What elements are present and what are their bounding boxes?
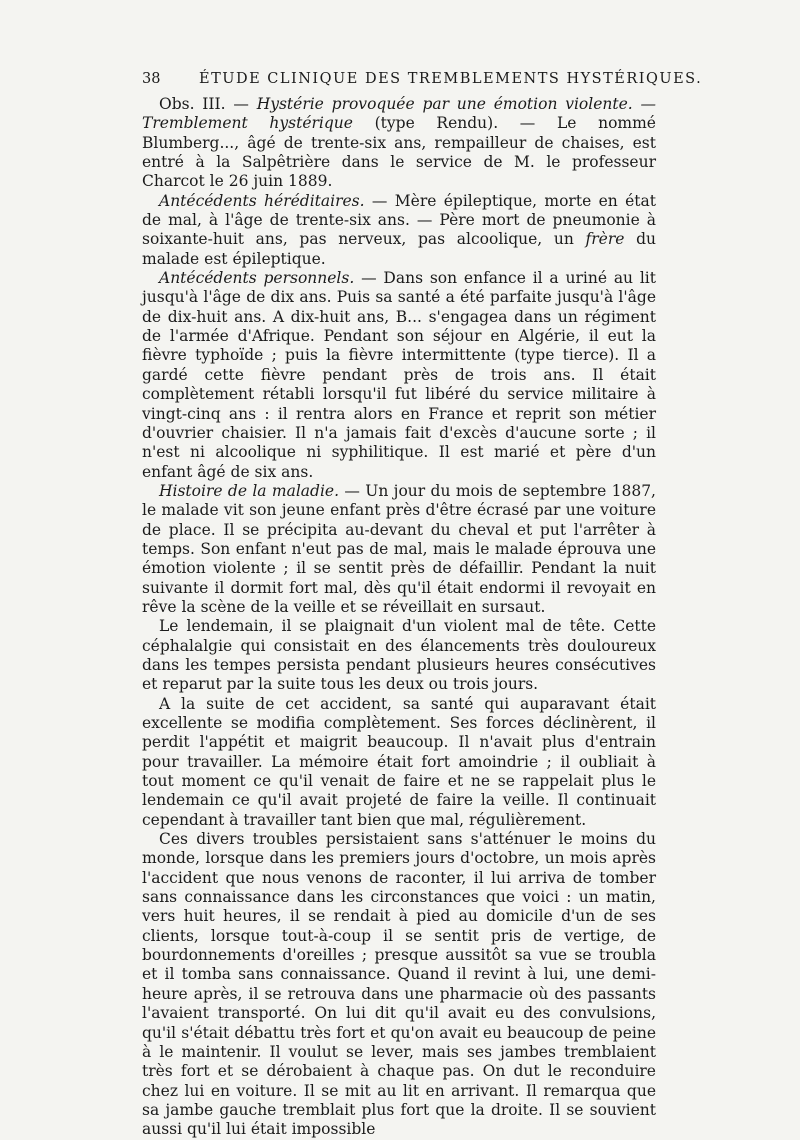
observation-paragraph [142, 95, 656, 192]
seizure-paragraph: Ces divers troubles persistaient sans s'atténuer le moins du monde, lorsque dans les premiers jours d'octobre, un mois après l'accident que nous venons de raconter, il lui arriva de tomber sans connaissance dans les circonstances que voici : un matin, vers huit heures, il se rendait à pied au domicile d'un de ses clients, lorsque tout-à-coup il se sentit pris de vertige, de bourdonnements d'oreilles ; presque aussitôt sa vue se troubla et il tomba sans connaissance. Quand il revint à lui, une demi-heure après, il se retrouva dans une pharmacie où des passants l'avaient transporté. On lui dit qu'il avait eu des convulsions, qu'il s'était débattu très fort et qu'on avait eu beaucoup de peine à le maintenir. Il voulut se lever, mais ses jambes tremblaient très fort et se dérobaient à chaque pas. On dut le reconduire chez lui en voiture. Il se mit au lit en arrivant. Il remarqua que sa jambe gauche tremblait plus fort que la droite. Il se souvient aussi qu'il lui était impossible [142, 830, 656, 1139]
observation-text: (type Rendu). — Le nommé Blumberg..., âgé de trente-six ans, rempailleur de chaises, est entré à la Salpêtrière dans le service de M. le professeur Charcot le 26 juin 1889. [142, 114, 656, 191]
heredity-heading: Antécédents héréditaires. [159, 191, 365, 210]
decline-paragraph: A la suite de cet accident, sa santé qui auparavant était excellente se modifia complètement. Ses forces déclinèrent, il perdit l'appétit et maigrit beaucoup. Il n'avait plus d'entrain pour travailler. La mémoire était fort amoindrie ; il oubliait à tout moment ce qu'il venait de faire et ne se rappelait plus le lendemain ce qu'il avait projeté de faire la veille. Il continuait cependant à travailler tant bien que mal, régulièrement. [142, 694, 656, 829]
page-number: 38 [142, 71, 161, 87]
heredity-text-a: — Mère épileptique, morte en état de mal, à l'âge de trente-six ans. — Père mort de pneumonie à soixante-huit ans, pas nerveux, pas alcoolique, un [142, 191, 656, 249]
history-heading: Histoire de la maladie. [159, 481, 340, 500]
heredity-paragraph [142, 192, 656, 269]
personal-heading: Antécédents personnels. [159, 269, 355, 288]
page-body [142, 95, 656, 1140]
history-text: — Un jour du mois de septembre 1887, le malade vit son jeune enfant près d'être écrasé par une voiture de place. Il se précipita au-devant du cheval et put l'arrêter à temps. Son enfant n'eut pas de mal, mais le malade éprouva une émotion violente ; il se sentit près de défaillir. Pendant la nuit suivante il dormit fort mal, dès qu'il était endormi il revoyait en rêve la scène de la veille et se réveillait en sursaut. [142, 481, 656, 616]
heredity-frere: frère [585, 230, 625, 249]
observation-title: Hystérie provoquée par une émotion violente. — Tremblement hystérique [142, 95, 656, 133]
personal-paragraph [142, 269, 656, 482]
running-title: ÉTUDE CLINIQUE DES TREMBLEMENTS HYSTÉRIQUES. [199, 71, 703, 87]
headache-paragraph: Le lendemain, il se plaignait d'un violent mal de tête. Cette céphalalgie qui consistait en des élancements très douloureux dans les tempes persista pendant plusieurs heures consécutives et reparut par la suite tous les deux ou trois jours. [142, 617, 656, 694]
observation-lead: Obs. III. — [159, 95, 257, 113]
history-paragraph [142, 482, 656, 617]
personal-text: — Dans son enfance il a uriné au lit jusqu'à l'âge de dix ans. Puis sa santé a été parfaite jusqu'à l'âge de dix-huit ans. A dix-huit ans, B... s'engagea dans un régiment de l'armée d'Afrique. Pendant son séjour en Algérie, il eut la fièvre typhoïde ; puis la fièvre intermittente (type tierce). Il a gardé cette fièvre pendant près de trois ans. Il était complètement rétabli lorsqu'il fut libéré du service militaire à vingt-cinq ans : il rentra alors en France et reprit son métier d'ouvrier chaisier. Il n'a jamais fait d'excès d'aucune sorte ; il n'est ni alcoolique ni syphilitique. Il est marié et père d'un enfant âgé de six ans. [142, 269, 656, 481]
heredity-text-b: du malade est épileptique. [142, 230, 656, 268]
